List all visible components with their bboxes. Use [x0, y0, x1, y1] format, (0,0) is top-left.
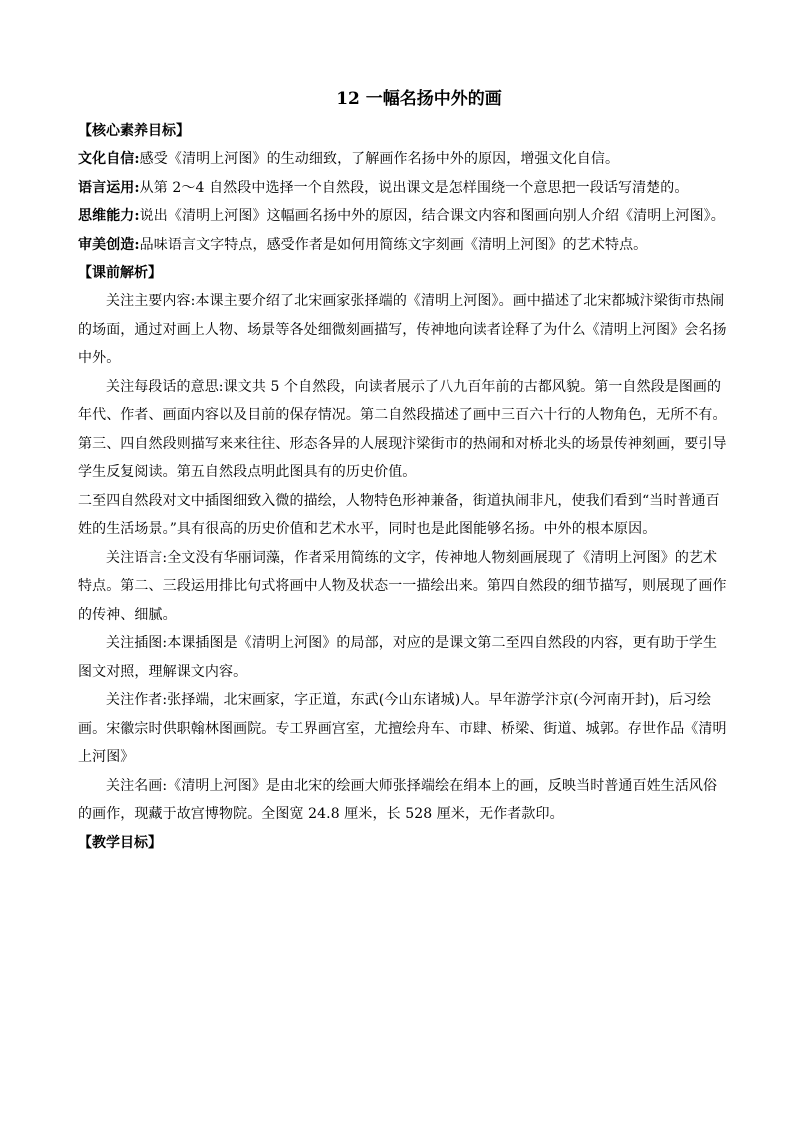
- goal-text: 从第 2～4 自然段中选择一个自然段，说出课文是怎样围绕一个意思把一段话写清楚的。: [139, 179, 689, 196]
- goal-label: 审美创造:: [78, 236, 140, 253]
- goal-label: 语言运用:: [78, 179, 140, 196]
- goal-label: 思维能力:: [78, 208, 140, 224]
- goal-language-use: [78, 174, 730, 203]
- goal-cultural-confidence: [78, 145, 730, 174]
- goal-label: 文化自信:: [78, 151, 140, 167]
- paragraph-main-content: 关注主要内容:本课主要介绍了北宋画家张择端的《清明上河图》。画中描述了北宋都城汴梁街市热闹的场面，通过对画上人物、场景等各处细微刻画描写，传神地向读者诠释了为什么《清明上河图》会名扬中外。: [78, 293, 727, 366]
- paragraph-each-section-meaning: 关注每段话的意思:课文共 5 个自然段，向读者展示了八九百年前的古都风貌。第一自然段是图画的年代、作者、画面内容以及目前的保存情况。第二自然段描述了画中三百六十行的人物角色，无所不有。第三、四自然段则描写来来往往、形态各异的人展现汴梁街市的热闹和对桥北头的场景传神刻画，要引导学生反复阅读。第五自然段点明此图具有的历史价值。: [78, 378, 727, 480]
- section-header-pre-analysis: 【课前解析】: [78, 265, 162, 281]
- paragraph-illustration-description: 二至四自然段对文中插图细致入微的描绘，人物特色形神兼备，街道执闹非凡，使我们看到“当时普通百姓的生活场景。”具有很高的历史价值和艺术水平，同时也是此图能够名扬。中外的根本原因。: [78, 492, 720, 537]
- goal-thinking-ability: [78, 202, 730, 231]
- goal-text: 感受《清明上河图》的生动细致，了解画作名扬中外的原因，增强文化自信。: [139, 151, 620, 167]
- section-header-core-goals: 【核心素养目标】: [78, 123, 190, 139]
- goal-aesthetic-creation: [78, 231, 730, 260]
- paragraph-language: 关注语言:全文没有华丽词藻，作者采用简练的文字，传神地人物刻画展现了《清明上河图》的艺术特点。第二、三段运用排比句式将画中人物及状态一一描绘出来。第四自然段的细节描写，则展现了画作的传神、细腻。: [78, 549, 727, 623]
- document-page: [78, 84, 730, 857]
- page-title: 12 一幅名扬中外的画: [336, 89, 502, 109]
- paragraph-author: 关注作者:张择端，北宋画家，字正道，东武(今山东诸城)人。早年游学汴京(今河南开封)，后习绘画。宋徽宗时供职翰林图画院。专工界画宫室，尤擅绘舟车、市肆、桥梁、街道、城郭。存世作品《清明上河图》: [78, 692, 727, 765]
- goal-text: 说出《清明上河图》这幅画名扬中外的原因，结合课文内容和图画向别人介绍《清明上河图》。: [139, 208, 725, 224]
- section-header-teaching-goals: 【教学目标】: [78, 834, 162, 851]
- paragraph-famous-painting: 关注名画:《清明上河图》是由北宋的绘画大师张择端绘在绢本上的画，反映当时普通百姓生活风俗的画作，现藏于故宫博物院。全图宽 24.8 厘米，长 528 厘米，无作者款印。: [78, 777, 718, 822]
- goal-text: 品味语言文字特点，感受作者是如何用简练文字刻画《清明上河图》的艺术特点。: [139, 236, 648, 253]
- paragraph-illustration: 关注插图:本课插图是《清明上河图》的局部，对应的是课文第二至四自然段的内容，更有助于学生图文对照，理解课文内容。: [78, 635, 718, 680]
